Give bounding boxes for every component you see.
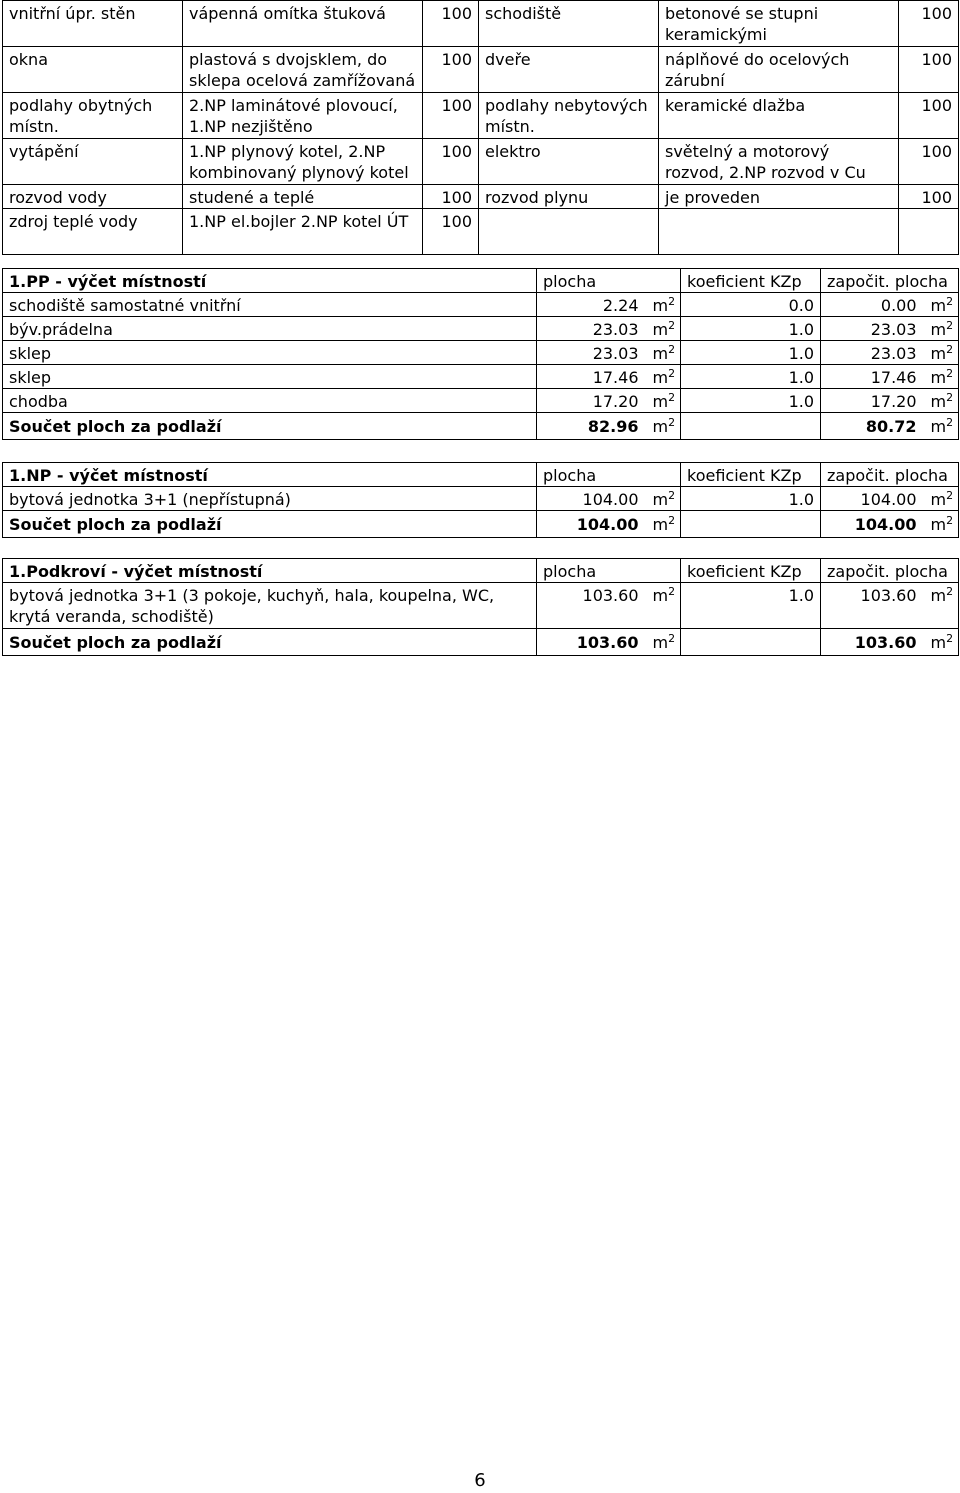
table-row <box>3 487 959 511</box>
floor-title: 1.Podkroví - výčet místností <box>3 559 537 583</box>
room-counted: 17.46 <box>821 365 923 389</box>
room-coef: 1.0 <box>681 487 821 511</box>
rooms-table-1np <box>2 462 959 538</box>
room-coef: 0.0 <box>681 293 821 317</box>
unit: $m^2$ <box>645 317 681 341</box>
sum-area: 104.00 <box>537 511 645 538</box>
unit: $m^2$ <box>923 583 959 629</box>
room-coef: 1.0 <box>681 317 821 341</box>
sum-area: 103.60 <box>537 629 645 656</box>
sum-area: 82.96 <box>537 413 645 440</box>
item-percent: 100 <box>423 185 479 209</box>
col-counted: započit. plocha <box>821 463 959 487</box>
unit: $m^2$ <box>923 389 959 413</box>
item-label: vytápění <box>3 139 183 185</box>
item-percent: 100 <box>423 47 479 93</box>
unit: $m^2$ <box>645 511 681 538</box>
room-area: 2.24 <box>537 293 645 317</box>
item-percent: 100 <box>899 1 959 47</box>
room-area: 17.20 <box>537 389 645 413</box>
unit: $m^2$ <box>923 511 959 538</box>
room-area: 103.60 <box>537 583 645 629</box>
table-row <box>3 139 959 185</box>
table-row <box>3 93 959 139</box>
col-area: plocha <box>537 269 681 293</box>
rooms-table-1pp <box>2 268 959 440</box>
room-counted: 23.03 <box>821 317 923 341</box>
item-desc: 1.NP el.bojler 2.NP kotel ÚT <box>183 209 423 255</box>
room-coef: 1.0 <box>681 365 821 389</box>
item-label: okna <box>3 47 183 93</box>
item-percent: 100 <box>423 209 479 255</box>
item-desc: plastová s dvojsklem, do sklepa ocelová zamřížovaná <box>183 47 423 93</box>
item-desc: je proveden <box>659 185 899 209</box>
sum-row <box>3 511 959 538</box>
table-row <box>3 47 959 93</box>
sum-counted: 103.60 <box>821 629 923 656</box>
room-coef: 1.0 <box>681 341 821 365</box>
item-percent <box>899 209 959 255</box>
unit: $m^2$ <box>645 389 681 413</box>
room-area: 17.46 <box>537 365 645 389</box>
item-label: rozvod vody <box>3 185 183 209</box>
unit: $m^2$ <box>645 487 681 511</box>
sum-coef-empty <box>681 629 821 656</box>
room-name: bytová jednotka 3+1 (nepřístupná) <box>3 487 537 511</box>
room-name: bytová jednotka 3+1 (3 pokoje, kuchyň, hala, koupelna, WC, krytá veranda, schodiště) <box>3 583 537 629</box>
room-area: 23.03 <box>537 341 645 365</box>
unit: $m^2$ <box>645 293 681 317</box>
table-header-row <box>3 559 959 583</box>
item-label <box>479 209 659 255</box>
col-coef: koeficient KZp <box>681 269 821 293</box>
sum-coef-empty <box>681 511 821 538</box>
item-desc: keramické dlažba <box>659 93 899 139</box>
sum-label: Součet ploch za podlaží <box>3 413 537 440</box>
unit: $m^2$ <box>923 487 959 511</box>
sum-label: Součet ploch za podlaží <box>3 511 537 538</box>
table-row <box>3 583 959 629</box>
room-name: sklep <box>3 341 537 365</box>
room-name: chodba <box>3 389 537 413</box>
table-row <box>3 365 959 389</box>
unit: $m^2$ <box>923 317 959 341</box>
floor-title: 1.PP - výčet místností <box>3 269 537 293</box>
unit: $m^2$ <box>923 413 959 440</box>
room-counted: 23.03 <box>821 341 923 365</box>
item-desc <box>659 209 899 255</box>
item-label: dveře <box>479 47 659 93</box>
item-percent: 100 <box>423 1 479 47</box>
item-desc: náplňové do ocelových zárubní <box>659 47 899 93</box>
item-percent: 100 <box>899 93 959 139</box>
table-row <box>3 293 959 317</box>
room-area: 104.00 <box>537 487 645 511</box>
table-row <box>3 209 959 255</box>
unit: $m^2$ <box>923 293 959 317</box>
item-label: podlahy nebytových místn. <box>479 93 659 139</box>
sum-counted: 80.72 <box>821 413 923 440</box>
col-coef: koeficient KZp <box>681 559 821 583</box>
room-counted: 17.20 <box>821 389 923 413</box>
unit: $m^2$ <box>923 365 959 389</box>
unit: $m^2$ <box>923 341 959 365</box>
table-row <box>3 185 959 209</box>
item-percent: 100 <box>423 93 479 139</box>
item-label: vnitřní úpr. stěn <box>3 1 183 47</box>
unit: $m^2$ <box>645 583 681 629</box>
sum-row <box>3 413 959 440</box>
room-counted: 104.00 <box>821 487 923 511</box>
table-row <box>3 317 959 341</box>
room-coef: 1.0 <box>681 583 821 629</box>
col-counted: započit. plocha <box>821 269 959 293</box>
room-coef: 1.0 <box>681 389 821 413</box>
item-percent: 100 <box>899 185 959 209</box>
item-percent: 100 <box>899 139 959 185</box>
page-number: 6 <box>474 1470 486 1491</box>
room-area: 23.03 <box>537 317 645 341</box>
room-counted: 0.00 <box>821 293 923 317</box>
item-label: elektro <box>479 139 659 185</box>
sum-counted: 104.00 <box>821 511 923 538</box>
table-header-row <box>3 269 959 293</box>
room-counted: 103.60 <box>821 583 923 629</box>
sum-label: Součet ploch za podlaží <box>3 629 537 656</box>
construction-table <box>2 0 959 255</box>
room-name: sklep <box>3 365 537 389</box>
sum-coef-empty <box>681 413 821 440</box>
sum-row <box>3 629 959 656</box>
table-header-row <box>3 463 959 487</box>
item-desc: studené a teplé <box>183 185 423 209</box>
col-counted: započit. plocha <box>821 559 959 583</box>
table-row <box>3 1 959 47</box>
table-row <box>3 341 959 365</box>
item-desc: 1.NP plynový kotel, 2.NP kombinovaný plynový kotel <box>183 139 423 185</box>
room-name: schodiště samostatné vnitřní <box>3 293 537 317</box>
rooms-table-podkrovi <box>2 558 959 656</box>
item-desc: světelný a motorový rozvod, 2.NP rozvod v Cu <box>659 139 899 185</box>
item-label: zdroj teplé vody <box>3 209 183 255</box>
room-name: býv.prádelna <box>3 317 537 341</box>
item-label: rozvod plynu <box>479 185 659 209</box>
table-row <box>3 389 959 413</box>
col-area: plocha <box>537 559 681 583</box>
col-coef: koeficient KZp <box>681 463 821 487</box>
unit: $m^2$ <box>645 413 681 440</box>
unit: $m^2$ <box>645 629 681 656</box>
item-label: podlahy obytných místn. <box>3 93 183 139</box>
unit: $m^2$ <box>923 629 959 656</box>
item-desc: betonové se stupni keramickými <box>659 1 899 47</box>
unit: $m^2$ <box>645 365 681 389</box>
item-desc: 2.NP laminátové plovoucí, 1.NP nezjištěno <box>183 93 423 139</box>
item-percent: 100 <box>423 139 479 185</box>
unit: $m^2$ <box>645 341 681 365</box>
item-label: schodiště <box>479 1 659 47</box>
item-percent: 100 <box>899 47 959 93</box>
floor-title: 1.NP - výčet místností <box>3 463 537 487</box>
col-area: plocha <box>537 463 681 487</box>
item-desc: vápenná omítka štuková <box>183 1 423 47</box>
